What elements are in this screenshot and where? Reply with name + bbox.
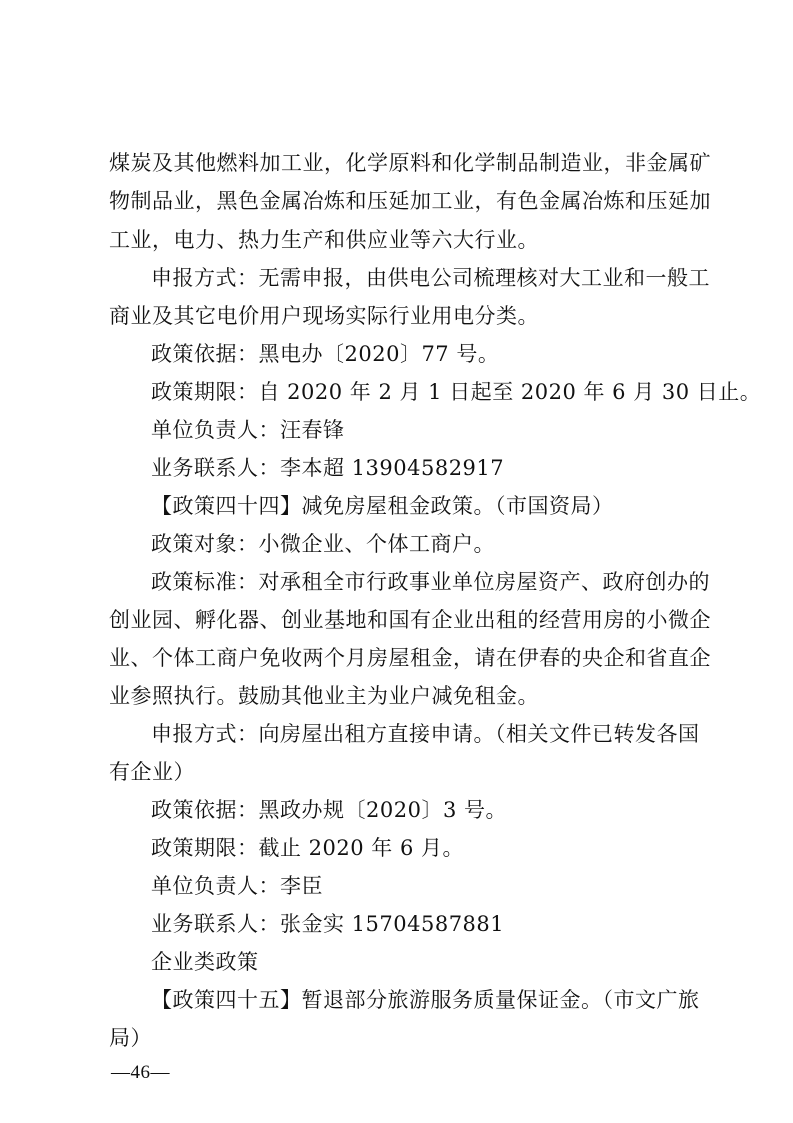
text-line: 商业及其它电价用户现场实际行业用电分类。 xyxy=(109,304,539,328)
text-line: 政策依据：黑政办规〔2020〕3 号。 xyxy=(151,798,507,822)
text-line: 工业，电力、热力生产和供应业等六大行业。 xyxy=(109,228,539,252)
text-line: 创业园、孵化器、创业基地和国有企业出租的经营用房的小微企 xyxy=(109,608,711,632)
text-line: 局） xyxy=(109,1026,152,1050)
text-line: 申报方式：无需申报，由供电公司梳理核对大工业和一般工 xyxy=(151,266,710,290)
policy-heading: 【政策四十五】暂退部分旅游服务质量保证金。（市文广旅 xyxy=(151,988,700,1012)
text-line: 物制品业，黑色金属冶炼和压延加工业，有色金属冶炼和压延加 xyxy=(109,189,711,213)
text-line: 申报方式：向房屋出租方直接申请。（相关文件已转发各国 xyxy=(151,722,700,746)
text-line: 政策标准：对承租全市行政事业单位房屋资产、政府创办的 xyxy=(151,570,710,594)
text-line: 单位负责人：汪春锋 xyxy=(151,418,345,442)
text-line: 政策对象：小微企业、个体工商户。 xyxy=(151,532,495,556)
text-line: 业参照执行。鼓励其他业主为业户减免租金。 xyxy=(109,684,539,708)
policy-heading: 【政策四十四】减免房屋租金政策。（市国资局） xyxy=(151,494,614,518)
text-line: 有企业） xyxy=(109,760,195,784)
text-line: 煤炭及其他燃料加工业，化学原料和化学制品制造业，非金属矿 xyxy=(109,151,711,175)
section-heading: 企业类政策 xyxy=(151,950,259,974)
text-line: 业、个体工商户免收两个月房屋租金，请在伊春的央企和省直企 xyxy=(109,646,711,670)
text-line: 业务联系人：李本超 13904582917 xyxy=(151,456,505,480)
text-line: 业务联系人：张金实 15704587881 xyxy=(151,912,505,936)
text-line: 政策期限：自 2020 年 2 月 1 日起至 2020 年 6 月 30 日止。 xyxy=(151,380,762,404)
text-line: 政策依据：黑电办〔2020〕77 号。 xyxy=(151,342,500,366)
page-number: —46— xyxy=(111,1062,170,1083)
text-line: 单位负责人：李臣 xyxy=(151,874,323,898)
text-line: 政策期限：截止 2020 年 6 月。 xyxy=(151,836,465,860)
